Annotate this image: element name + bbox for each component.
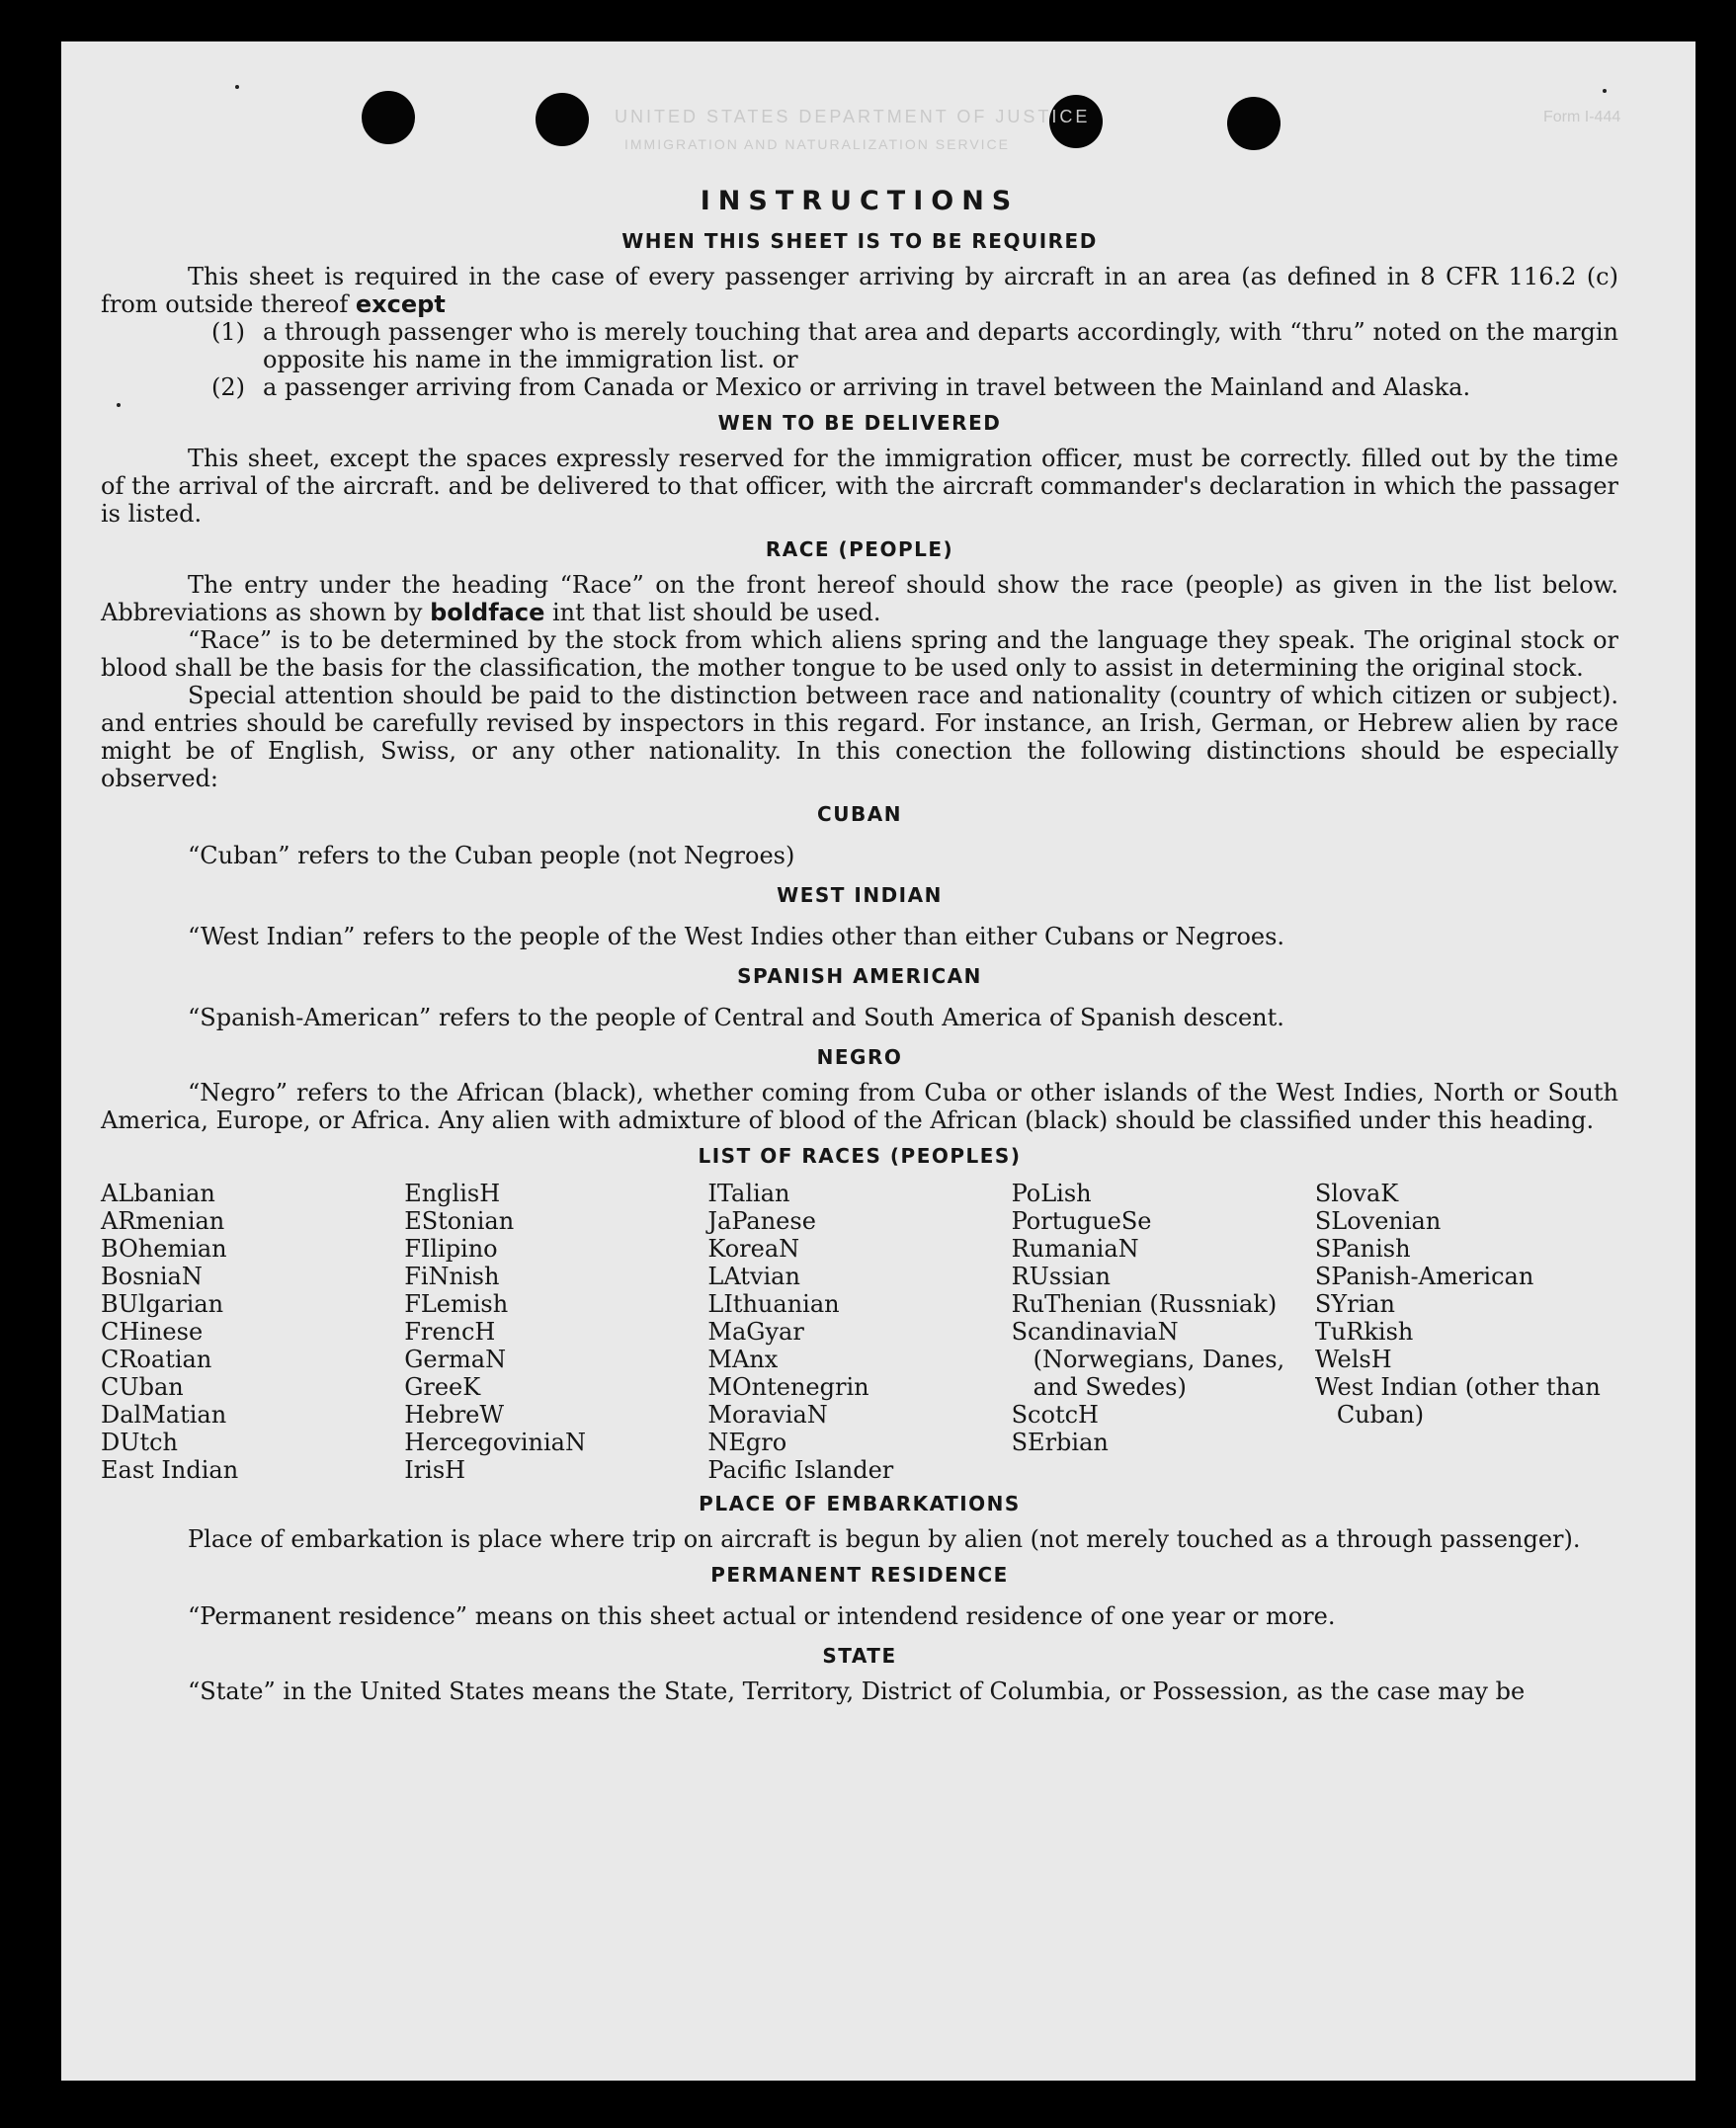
race-item: ITalian — [707, 1180, 790, 1207]
race-item: LIthuanian — [707, 1290, 840, 1318]
race-item: Pacific Islander — [707, 1456, 894, 1484]
race-item: GreeK — [404, 1373, 481, 1401]
negro-text: “Negro” refers to the African (black), whether coming from Cuba or other islands of the West Indies, North or South America, Europe, or Africa. Any alien with admixture of blood of the African (black) should be classified under this heading. — [101, 1079, 1618, 1134]
races-column — [1315, 1180, 1618, 1484]
document-page — [61, 41, 1695, 2081]
list-item — [211, 318, 1618, 373]
race-item: SlovaK — [1314, 1180, 1399, 1207]
race-p1-after: int that list should be used. — [551, 599, 881, 626]
list-item-number: (2) — [211, 373, 245, 401]
section-heading-races-list: LIST OF RACES (PEOPLES) — [698, 1144, 1022, 1168]
race-item: ScandinaviaN (Norwegians, Danes, and Swedes) — [1011, 1318, 1285, 1401]
race-item: PortugueSe — [1011, 1207, 1152, 1235]
race-item: East Indian — [101, 1456, 239, 1484]
punch-hole — [362, 91, 415, 144]
race-item: MaGyar — [707, 1318, 804, 1346]
list-item — [211, 373, 1618, 401]
permanent-residence-text: “Permanent residence” means on this sheet actual or intendend residence of one year or more. — [188, 1602, 1336, 1630]
bleed-through-header: UNITED STATES DEPARTMENT OF JUSTICE — [615, 107, 1091, 126]
races-list — [101, 1180, 1618, 1484]
race-item: SPanish-American — [1314, 1263, 1534, 1290]
race-item: ScotcH — [1011, 1401, 1099, 1429]
list-item-text: a through passenger who is merely touching that area and departs accordingly, with “thru” noted on the margin opposite his name in the immigration list. or — [263, 318, 1618, 373]
race-item: MoraviaN — [707, 1401, 828, 1429]
race-item: MOntenegrin — [707, 1373, 869, 1401]
speck — [235, 85, 239, 89]
race-item: West Indian (other than Cuban) — [1314, 1373, 1601, 1429]
section-heading-west-indian: WEST INDIAN — [777, 883, 943, 907]
races-column — [1012, 1180, 1315, 1484]
bleed-through-form-number: Form I-444 — [1543, 109, 1621, 125]
race-item: HebreW — [404, 1401, 505, 1429]
race-item: GermaN — [404, 1346, 507, 1373]
race-item: FrencH — [404, 1318, 496, 1346]
race-item: BOhemian — [101, 1235, 227, 1263]
race-item: WelsH — [1314, 1346, 1392, 1373]
west-indian-text: “West Indian” refers to the people of the West Indies other than either Cubans or Negroes. — [188, 923, 1285, 950]
spanish-american-text: “Spanish-American” refers to the people of Central and South America of Spanish descent. — [188, 1004, 1284, 1031]
section-heading-race: RACE (PEOPLE) — [765, 537, 954, 561]
race-item: EStonian — [404, 1207, 515, 1235]
race-item: FiNnish — [404, 1263, 500, 1290]
race-item: SErbian — [1011, 1429, 1109, 1456]
race-item: DUtch — [101, 1429, 179, 1456]
race-item: EnglisH — [404, 1180, 501, 1207]
race-item: PoLish — [1011, 1180, 1092, 1207]
section-heading-required: WHEN THIS SHEET IS TO BE REQUIRED — [621, 229, 1098, 253]
list-item-number: (1) — [211, 318, 245, 346]
section-heading-delivered: WEN TO BE DELIVERED — [717, 411, 1002, 435]
required-except: except — [355, 290, 446, 318]
race-item: MAnx — [707, 1346, 779, 1373]
race-item: DalMatian — [101, 1401, 227, 1429]
bleed-through-subheader: IMMIGRATION AND NATURALIZATION SERVICE — [624, 136, 1010, 152]
race-paragraph-2: “Race” is to be determined by the stock from which aliens spring and the language they speak. The original stock or blood shall be the basis for the classification, the mother tongue to be used only to assist in determining the original stock. — [101, 626, 1618, 682]
punch-hole — [536, 93, 589, 146]
list-item-text: a passenger arriving from Canada or Mexico or arriving in travel between the Mainland and Alaska. — [263, 373, 1471, 401]
punch-hole — [1227, 97, 1281, 150]
required-intro-text: This sheet is required in the case of every passenger arriving by aircraft in an area (as defined in 8 CFR 116.2 (c) from outside thereof — [101, 263, 1618, 318]
embarkation-text: Place of embarkation is place where trip on aircraft is begun by alien (not merely touched as a through passenger). — [188, 1525, 1581, 1553]
section-heading-spanish-american: SPANISH AMERICAN — [737, 964, 982, 988]
page-title: INSTRUCTIONS — [700, 186, 1020, 216]
section-heading-state: STATE — [822, 1644, 897, 1668]
races-column — [101, 1180, 404, 1484]
race-paragraph-3: Special attention should be paid to the distinction between race and nationality (country of which citizen or subject). and entries should be carefully revised by inspectors in this regard. For instance, an Irish, German, or Hebrew alien by race might be of English, Swiss, or any other nationality. In this conection the following distinctions should be especially observed: — [101, 682, 1618, 792]
race-item: CHinese — [101, 1318, 204, 1346]
race-item: RUssian — [1011, 1263, 1111, 1290]
races-column — [707, 1180, 1011, 1484]
cuban-text: “Cuban” refers to the Cuban people (not Negroes) — [188, 842, 795, 869]
race-item: RumaniaN — [1011, 1235, 1139, 1263]
race-item: NEgro — [707, 1429, 787, 1456]
race-item: SYrian — [1314, 1290, 1396, 1318]
section-heading-permanent-residence: PERMANENT RESIDENCE — [710, 1563, 1009, 1587]
race-item: RuThenian (Russniak) — [1011, 1290, 1278, 1318]
race-item: KoreaN — [707, 1235, 800, 1263]
race-p1-boldface: boldface — [430, 599, 545, 626]
race-item: SLovenian — [1314, 1207, 1442, 1235]
races-column — [404, 1180, 707, 1484]
race-item: CUban — [101, 1373, 184, 1401]
speck — [1603, 89, 1607, 93]
race-item: FIlipino — [404, 1235, 498, 1263]
race-item: CRoatian — [101, 1346, 212, 1373]
race-item: HercegoviniaN — [404, 1429, 586, 1456]
race-item: SPanish — [1314, 1235, 1411, 1263]
race-item: JaPanese — [707, 1207, 816, 1235]
race-p1-before: The entry under the heading “Race” on the front hereof should show the race (people) as given in the list below. Abbreviations as shown by — [101, 571, 1618, 626]
section-heading-cuban: CUBAN — [817, 802, 902, 826]
race-item: FLemish — [404, 1290, 509, 1318]
race-item: ARmenian — [101, 1207, 225, 1235]
race-item: IrisH — [404, 1456, 466, 1484]
delivered-text: This sheet, except the spaces expressly reserved for the immigration officer, must be correctly. filled out by the time of the arrival of the aircraft. and be delivered to that officer, with the aircraft commander's declaration in which the passager is listed. — [101, 445, 1618, 528]
race-item: BUlgarian — [101, 1290, 224, 1318]
required-intro — [101, 263, 1618, 318]
section-heading-embarkation: PLACE OF EMBARKATIONS — [699, 1492, 1021, 1515]
race-item: BosniaN — [101, 1263, 203, 1290]
race-item: LAtvian — [707, 1263, 800, 1290]
section-heading-negro: NEGRO — [816, 1045, 903, 1069]
state-text: “State” in the United States means the State, Territory, District of Columbia, or Possession, as the case may be — [188, 1678, 1526, 1705]
instructions-content — [101, 188, 1618, 1705]
race-item: ALbanian — [101, 1180, 215, 1207]
race-paragraph-1 — [101, 571, 1618, 626]
race-item: TuRkish — [1314, 1318, 1414, 1346]
